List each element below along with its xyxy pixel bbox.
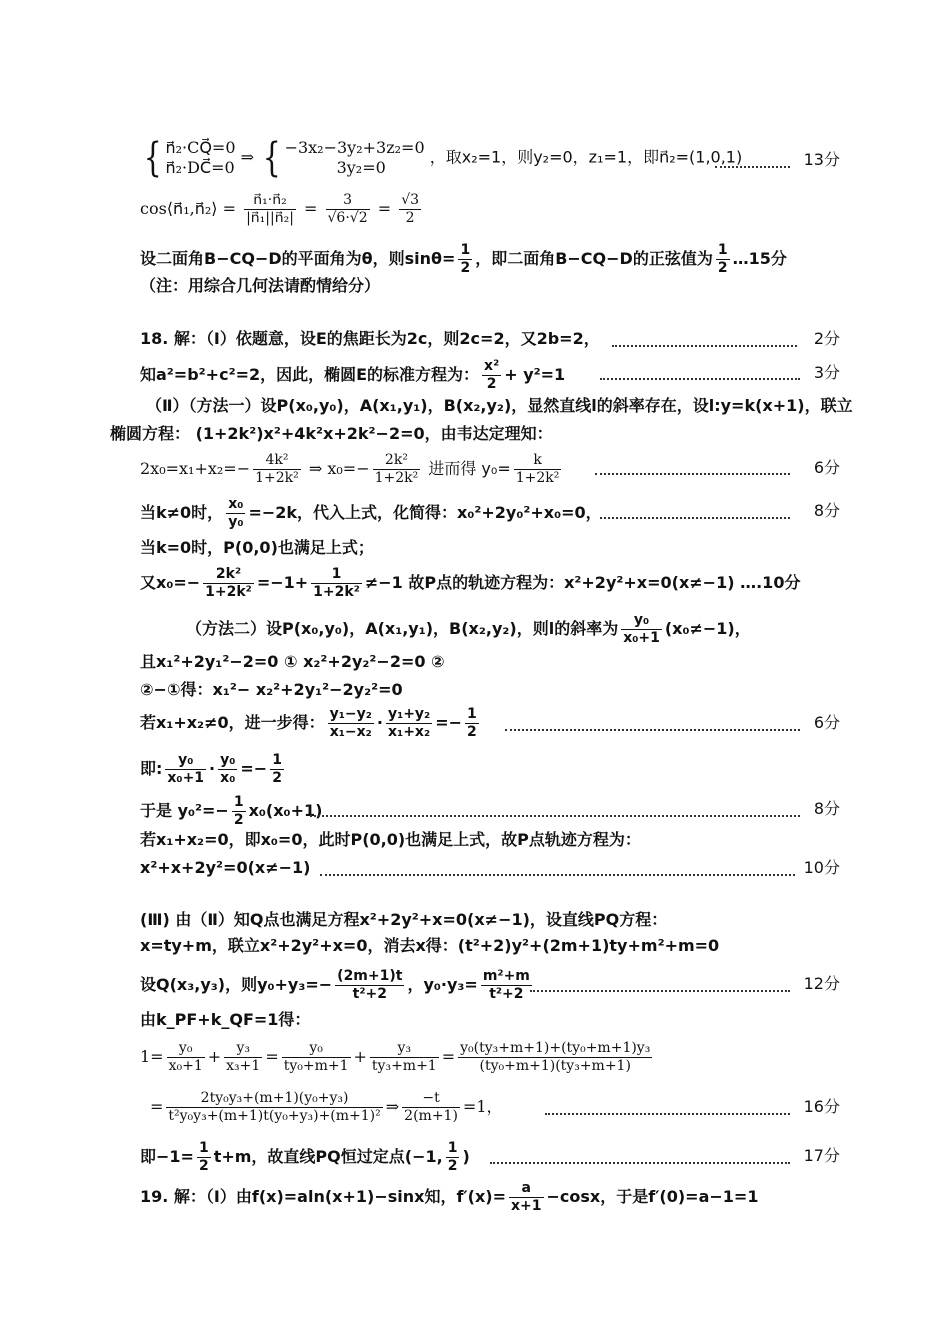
fixed-text-a: 即−1=	[140, 1147, 194, 1166]
leader-dots	[600, 517, 790, 519]
left-brace: {	[143, 135, 162, 181]
slope-sum-line: 由k_PF+k_QF=1得：	[140, 1010, 311, 1029]
problem-19-line	[140, 1180, 758, 1215]
simplify-line	[150, 1090, 503, 1125]
fraction	[458, 242, 472, 277]
denominator: x+1	[511, 1198, 542, 1214]
fraction	[481, 968, 532, 1003]
x0-text-a: 2x₀=x₁+x₂=−	[140, 459, 251, 478]
traj-text-c: ≠−1 故P点的轨迹方程为：x²+2y²+x=0(x≠−1) ….10分	[364, 573, 801, 592]
ellipse-equation-line	[140, 358, 565, 393]
equation-n2-cq: n⃗₂·CQ⃗=0	[165, 138, 236, 157]
fraction	[509, 1180, 544, 1215]
fraction	[446, 1140, 460, 1175]
numerator: 2k²	[203, 566, 254, 584]
fraction	[386, 706, 432, 741]
denominator: x₀+1	[168, 1058, 203, 1074]
fraction	[621, 612, 662, 647]
k-text-a: 当k≠0时，	[140, 503, 224, 522]
score-6b: 6分	[813, 713, 840, 732]
fraction	[716, 242, 730, 277]
fraction	[270, 752, 284, 787]
numerator: a	[509, 1180, 544, 1198]
denominator: t²+2	[489, 986, 524, 1002]
numerator: x²	[484, 358, 500, 374]
equals: =	[150, 1097, 164, 1116]
denominator: x₀	[220, 770, 236, 786]
equals: =−	[435, 713, 462, 732]
k-text-b: =−2k，代入上式，化简得：x₀²+2y₀²+x₀=0，	[248, 503, 602, 522]
fraction	[232, 794, 246, 829]
numerator: y₀	[165, 752, 206, 770]
dihedral-text-b: ，即二面角B−CQ−D的正弦值为	[475, 249, 713, 268]
numerator: 1	[311, 566, 362, 584]
denominator: 2	[198, 1158, 209, 1174]
score-3: 3分	[813, 363, 840, 382]
fraction	[370, 1040, 439, 1075]
fixed-point-line	[140, 1140, 470, 1175]
denominator: 2	[717, 260, 728, 276]
score-12: 12分	[803, 974, 840, 993]
score-16: 16分	[803, 1097, 840, 1116]
fraction	[458, 1040, 652, 1075]
fraction	[373, 452, 421, 487]
denominator: 1+2k²	[515, 470, 560, 486]
implies-arrow: ⇒	[240, 147, 255, 167]
numerator: 1	[717, 242, 728, 258]
fraction	[226, 496, 245, 531]
one-equals: 1=	[140, 1047, 164, 1066]
fraction	[514, 452, 562, 487]
numerator: 4k²	[253, 452, 301, 470]
further-text: 若x₁+x₂≠0，进一步得：	[140, 713, 325, 732]
numerator: 3	[326, 192, 370, 210]
method-two-text: （方法二）设P(x₀,y₀)，A(x₁,y₁)，B(x₂,y₂)，则l的斜率为	[186, 619, 619, 638]
plus: +	[353, 1047, 367, 1066]
denominator: 2(m+1)	[404, 1108, 458, 1124]
denominator: t²+2	[352, 986, 387, 1002]
fraction	[197, 1140, 211, 1175]
fraction	[335, 968, 404, 1003]
denominator: x₃+1	[226, 1058, 261, 1074]
denominator: ty₃+m+1	[371, 1058, 437, 1074]
equation-n2-dc: n⃗₂·DC⃗=0	[165, 158, 235, 177]
x0-text-c: 进而得 y₀=	[428, 459, 511, 478]
traj-text-b: =−1+	[256, 573, 309, 592]
leader-dots	[320, 874, 795, 876]
numerator: 1	[467, 706, 477, 722]
fraction	[311, 566, 362, 601]
score-10: 10分	[803, 858, 840, 877]
vieta-q-text-b: ，y₀·y₃=	[407, 975, 478, 994]
numerator: m²+m	[482, 968, 530, 984]
numerator: y₀	[220, 752, 236, 768]
hence-line	[140, 794, 322, 829]
system-left	[165, 138, 235, 178]
denominator: 2	[405, 210, 415, 226]
leader-dots	[505, 729, 800, 731]
fraction	[465, 706, 479, 741]
denominator: 1+2k²	[374, 470, 419, 486]
k-zero-line: 当k=0时，P(0,0)也满足上式；	[140, 538, 374, 557]
numerator: y₀	[167, 1040, 205, 1058]
numerator: 2k²	[373, 452, 421, 470]
score-13: 13分	[803, 150, 840, 169]
method-two-line	[186, 612, 751, 647]
fraction	[166, 1090, 382, 1125]
score-8b: 8分	[813, 799, 840, 818]
denominator: 2	[447, 1158, 458, 1174]
equals: =	[441, 1047, 456, 1066]
numerator: y₀(ty₃+m+1)+(ty₀+m+1)y₃	[460, 1040, 651, 1056]
fraction	[328, 706, 374, 741]
equals: =	[265, 1047, 279, 1066]
leader-dots	[715, 166, 790, 168]
denominator: y₀	[228, 514, 244, 530]
equals-one: =1，	[462, 1097, 503, 1116]
fraction	[167, 1040, 205, 1075]
denominator: 1+2k²	[255, 470, 299, 486]
leader-dots	[530, 990, 790, 992]
score-2: 2分	[813, 329, 840, 348]
denominator: 2	[272, 770, 282, 786]
score-8: 8分	[813, 501, 840, 520]
system-line	[140, 135, 743, 181]
namely-text: 即:	[140, 759, 163, 778]
eliminate-line: x=ty+m，联立x²+2y²+x=0，消去x得：(t²+2)y²+(2m+1)ty+m²+m=0	[140, 936, 720, 955]
implies-arrow: ⇒	[385, 1097, 400, 1116]
subtract-line: ②−①得：x₁²− x₂²+2y₁²−2y₂²=0	[140, 680, 403, 699]
denominator: ty₀+m+1	[283, 1058, 349, 1074]
fraction	[399, 192, 421, 227]
part-three-intro: (Ⅲ) 由（Ⅱ）知Q点也满足方程x²+2y²+x=0(x≠−1)，设直线PQ方程：	[140, 910, 668, 929]
denominator: √6·√2	[327, 210, 368, 226]
fraction	[203, 566, 254, 601]
denominator: 2	[233, 812, 244, 828]
numerator: y₃	[370, 1040, 439, 1058]
hence-text-b: x₀(x₀+1)	[248, 801, 323, 820]
system-right	[285, 138, 425, 178]
score-15: …15分	[732, 249, 787, 268]
sum-zero-line: 若x₁+x₂=0，即x₀=0，此时P(0,0)也满足上式，故P点轨迹方程为：	[140, 830, 641, 849]
denominator: 1+2k²	[313, 584, 360, 600]
dot: ·	[376, 713, 383, 732]
leader-dots	[310, 815, 800, 817]
leader-dots	[545, 1113, 790, 1115]
problem-19-tail: −cosx，于是f′(0)=a−1=1	[546, 1187, 759, 1206]
fraction	[402, 1090, 460, 1125]
method-one-intro: （Ⅱ）（方法一）设P(x₀,y₀)，A(x₁,y₁)，B(x₂,y₂)，显然直线l的斜率存在，设l:y=k(x+1)，联立	[146, 396, 853, 415]
leader-dots	[612, 345, 797, 347]
namely-line	[140, 752, 287, 787]
cosine-line: cos⟨n⃗₁,n⃗₂⟩ = $\frac{\text{n⃗₁·n⃗₂}}{\text{|n⃗₁||n⃗₂|}}$ = $\frac{3}{√6\cdot√2}$ = $\frac{√3}{2}$	[140, 192, 420, 226]
fixed-text-b: t+m，故直线PQ恒过定点(−1,	[213, 1147, 443, 1166]
denominator: 2	[467, 724, 477, 740]
numerator: (2m+1)t	[337, 968, 403, 984]
numerator: 1	[198, 1140, 209, 1156]
x0-text-b: ⇒ x₀=−	[308, 459, 370, 478]
numerator: 1	[233, 794, 244, 810]
numerator: y₀	[621, 612, 662, 630]
problem-19-text: 19. 解：（Ⅰ）由f(x)=aln(x+1)−sinx知，f′(x)=	[140, 1187, 506, 1206]
vieta-line: 椭圆方程： (1+2k²)x²+4k²x+2k²−2=0，由韦达定理知：	[110, 424, 553, 443]
fraction	[482, 358, 501, 393]
numerator: −t	[402, 1090, 460, 1108]
left-brace: {	[262, 135, 281, 181]
fraction	[326, 192, 370, 227]
denominator: |n⃗₁||n⃗₂|	[246, 210, 294, 226]
leader-dots	[600, 378, 800, 380]
fraction	[282, 1040, 351, 1075]
denominator: 1+2k²	[205, 584, 252, 600]
score-6: 6分	[813, 458, 840, 477]
dihedral-text-a: 设二面角B−CQ−D的平面角为θ，则sinθ=	[140, 249, 456, 268]
equation-y2: 3y₂=0	[336, 158, 386, 177]
numerator: y₁+y₂	[387, 706, 431, 722]
normal-vector-text: ，取x₂=1，则y₂=0，z₁=1，即n⃗₂=(1,0,1)	[429, 147, 743, 167]
note-text: （注：用综合几何法请酌情给分）	[140, 276, 381, 295]
denominator: 2	[460, 260, 471, 276]
fraction	[244, 192, 296, 227]
dihedral-line	[140, 242, 787, 277]
problem-18-intro: 18. 解：（Ⅰ）依题意，设E的焦距长为2c，则2c=2，又2b=2，	[140, 329, 600, 348]
numerator: x₀	[226, 496, 245, 514]
numerator: 2ty₀y₃+(m+1)(y₀+y₃)	[166, 1090, 382, 1108]
numerator: y₁−y₂	[329, 706, 372, 722]
vieta-q-line	[140, 968, 535, 1003]
fraction	[218, 752, 237, 787]
k-nonzero-line	[140, 496, 602, 531]
denominator: x₁−x₂	[329, 724, 372, 740]
numerator: 1	[460, 242, 471, 258]
ellipse-text: 知a²=b²+c²=2，因此，椭圆E的标准方程为：	[140, 365, 480, 384]
traj-text-a: 又x₀=−	[140, 573, 201, 592]
denominator: t²y₀y₃+(m+1)t(y₀+y₃)+(m+1)²	[168, 1108, 381, 1124]
numerator: n⃗₁·n⃗₂	[244, 192, 296, 210]
vieta-q-text-a: 设Q(x₃,y₃)，则y₀+y₃=−	[140, 975, 333, 994]
fraction	[253, 452, 301, 487]
ellipse-text-b: + y²=1	[504, 365, 566, 384]
numerator: 1	[272, 752, 282, 768]
denominator: x₀+1	[167, 770, 205, 786]
plus: +	[207, 1047, 222, 1066]
numerator: y₃	[224, 1040, 262, 1058]
denominator: 2	[486, 376, 497, 392]
slope-expansion-line	[140, 1040, 655, 1075]
score-17: 17分	[803, 1146, 840, 1165]
leader-dots	[490, 1162, 790, 1164]
fraction	[165, 752, 206, 787]
further-line	[140, 706, 482, 741]
numerator: y₀	[282, 1040, 351, 1058]
trajectory-result: x²+x+2y²=0(x≠−1)	[140, 858, 311, 877]
numerator: k	[514, 452, 562, 470]
equation-plane: −3x₂−3y₂+3z₂=0	[284, 138, 425, 157]
trajectory-line	[140, 566, 800, 601]
method-two-tail: (x₀≠−1)，	[664, 619, 751, 638]
denominator: x₀+1	[623, 630, 660, 646]
denominator: x₁+x₂	[388, 724, 431, 740]
hence-text-a: 于是 y₀²=−	[140, 801, 229, 820]
equations-1-2: 且x₁²+2y₁²−2=0 ① x₂²+2y₂²−2=0 ②	[140, 652, 445, 671]
denominator: (ty₀+m+1)(ty₃+m+1)	[479, 1058, 631, 1074]
fraction	[224, 1040, 262, 1075]
leader-dots	[595, 473, 790, 475]
x0-line	[140, 452, 564, 487]
dot: ·	[209, 759, 216, 778]
numerator: √3	[401, 192, 420, 208]
cosine-lhs: cos⟨n⃗₁,n⃗₂⟩ =	[140, 199, 236, 218]
fixed-text-c: )	[462, 1147, 470, 1166]
equals: =−	[240, 759, 268, 778]
numerator: 1	[447, 1140, 458, 1156]
